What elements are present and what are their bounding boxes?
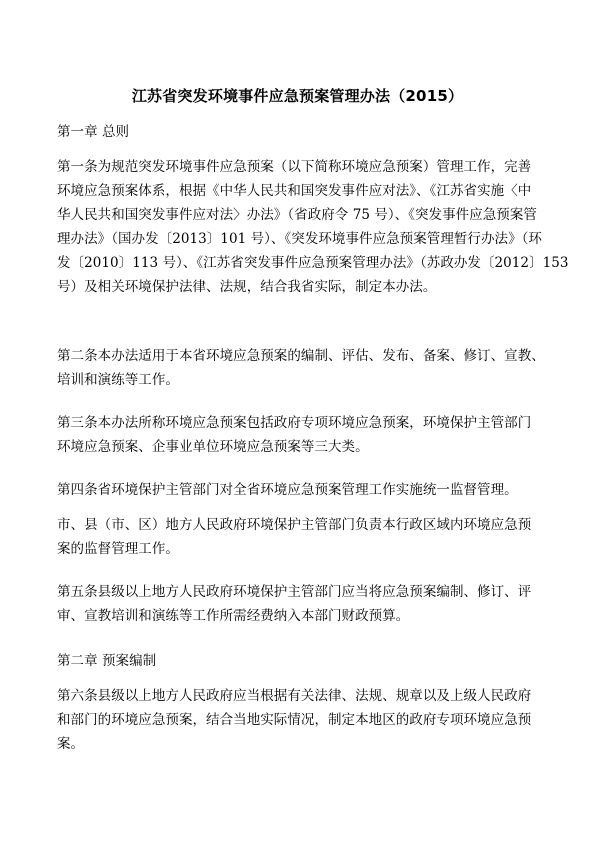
paragraph-line: 发〔2010〕113 号）、《江苏省突发事件应急预案管理办法》（苏政办发〔2012〕153: [57, 255, 569, 271]
paragraph-line: 审、宣教培训和演练等工作所需经费纳入本部门财政预算。: [57, 608, 410, 624]
article-4-paragraph: [57, 478, 543, 502]
paragraph-line: 培训和演练等工作。: [57, 372, 179, 388]
paragraph-line: 第一条为规范突发环境事件应急预案（以下简称环境应急预案）管理工作，完善: [57, 159, 532, 175]
article-3-paragraph: [57, 411, 543, 459]
paragraph-line: 第二条本办法适用于本省环境应急预案的编制、评估、发布、备案、修订、宣教、: [57, 348, 545, 364]
chapter-2-heading: [57, 649, 543, 673]
paragraph-line: 华人民共和国突发事件应对法〉办法》（省政府令 75 号）、《突发事件应急预案管: [57, 207, 537, 223]
paragraph-line: 第三条本办法所称环境应急预案包括政府专项环境应急预案，环境保护主管部门: [57, 415, 532, 431]
article-2-paragraph: [57, 344, 543, 392]
paragraph-line: 和部门的环境应急预案，结合当地实际情况，制定本地区的政府专项环境应急预: [57, 712, 532, 728]
article-6-paragraph: [57, 684, 543, 756]
article-5-paragraph: [57, 580, 543, 628]
paragraph-line: 案。: [57, 736, 85, 752]
paragraph-line: 第四条省环境保护主管部门对全省环境应急预案管理工作实施统一监督管理。: [57, 482, 518, 498]
paragraph-line: 理办法》（国办发〔2013〕101 号）、《突发环境事件应急预案管理暂行办法》（环: [57, 231, 542, 247]
chapter-1-heading: [57, 120, 543, 144]
paragraph-line: 案的监督管理工作。: [57, 541, 179, 557]
document-title: 江苏省突发环境事件应急预案管理办法（2015）: [131, 87, 464, 105]
article-4-continuation: [57, 513, 543, 561]
paragraph-line: 市、县（市、区）地方人民政府环境保护主管部门负责本行政区域内环境应急预: [57, 517, 532, 533]
chapter-heading-text: 第二章 预案编制: [57, 653, 157, 669]
paragraph-line: 第五条县级以上地方人民政府环境保护主管部门应当将应急预案编制、修订、评: [57, 584, 532, 600]
article-1-paragraph: [57, 155, 569, 299]
paragraph-line: 环境应急预案体系，根据《中华人民共和国突发事件应对法》、《江苏省实施〈中: [57, 183, 532, 199]
chapter-heading-text: 第一章 总则: [57, 124, 130, 140]
paragraph-line: 号）及相关环境保护法律、法规，结合我省实际，制定本办法。: [57, 279, 437, 295]
paragraph-line: 第六条县级以上地方人民政府应当根据有关法律、法规、规章以及上级人民政府: [57, 688, 532, 704]
paragraph-line: 环境应急预案、企事业单位环境应急预案等三大类。: [57, 439, 369, 455]
